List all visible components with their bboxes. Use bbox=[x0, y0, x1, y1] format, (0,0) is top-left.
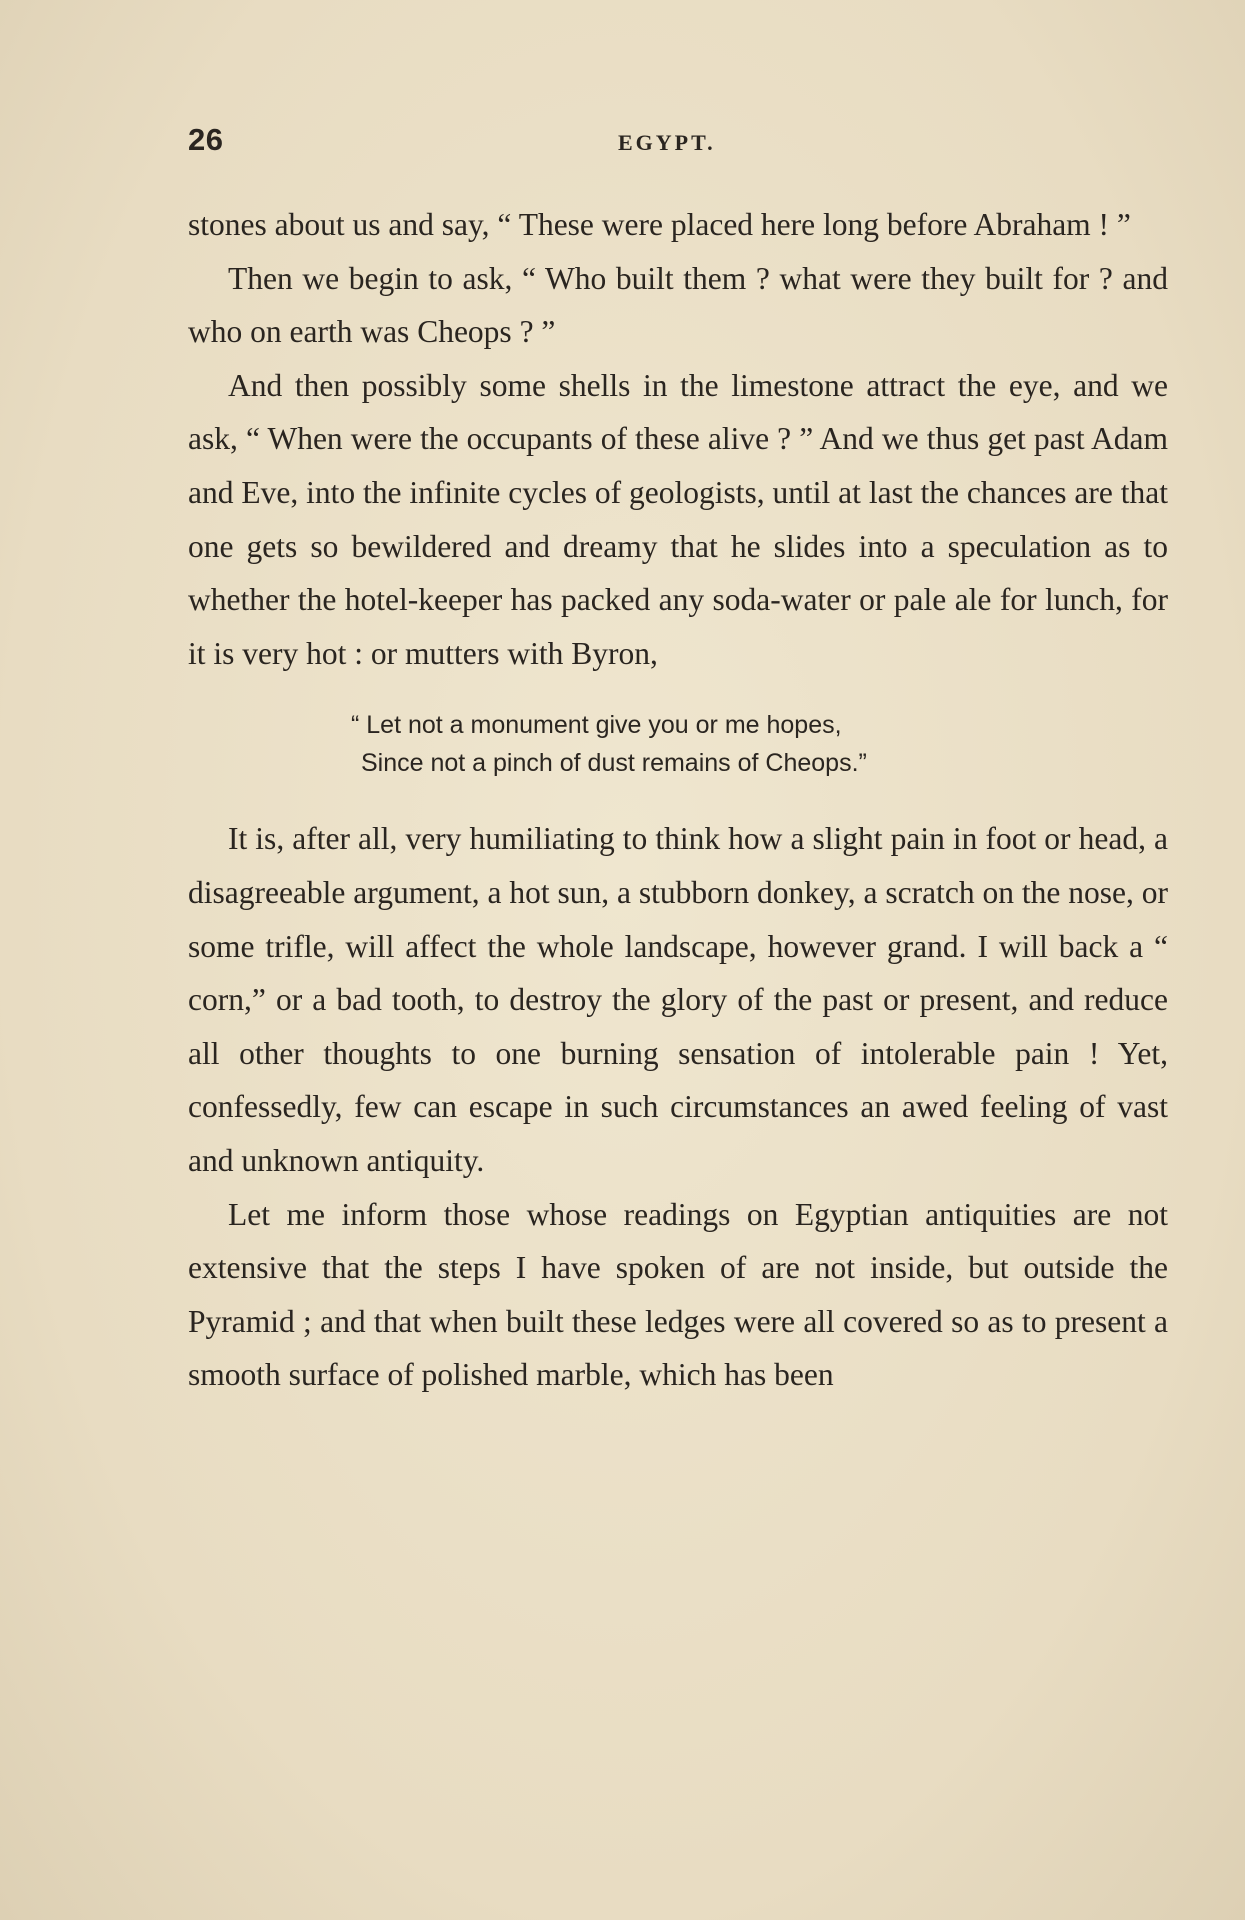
body-text bbox=[188, 198, 1168, 1402]
verse-quotation bbox=[188, 706, 1168, 782]
paragraph-continuation: stones about us and say, “ These were placed here long before Abraham ! ” bbox=[188, 207, 1131, 242]
quote-line: Since not a pinch of dust remains of Cheops.” bbox=[361, 749, 867, 778]
running-head bbox=[188, 122, 1168, 162]
quote-line: “ Let not a monument give you or me hopes, bbox=[351, 711, 842, 740]
paragraph: And then possibly some shells in the limestone attract the eye, and we ask, “ When were the occupants of these alive ? ” And we thus get past Adam and Eve, into the infinite cycles of geologists, until at last the chances are that one gets so bewildered and dreamy that he slides into a speculation as to whether the hotel-keeper has packed any soda-water or pale ale for lunch, for it is very hot : or mutters with Byron, bbox=[188, 367, 1168, 671]
paragraph: Then we begin to ask, “ Who built them ? what were they built for ? and who on earth was Cheops ? ” bbox=[188, 260, 1168, 350]
paragraph: It is, after all, very humiliating to think how a slight pain in foot or head, a disagreeable argument, a hot sun, a stubborn donkey, a scratch on the nose, or some trifle, will affect the whole landscape, however grand. I will back a “ corn,” or a bad tooth, to destroy the glory of the past or present, and reduce all other thoughts to one burning sensation of intolerable pain ! Yet, confessedly, few can escape in such circumstances an awed feeling of vast and unknown antiquity. bbox=[188, 821, 1168, 1178]
running-title: EGYPT. bbox=[618, 130, 716, 155]
paragraph: Let me inform those whose readings on Egyptian antiquities are not extensive that the steps I have spoken of are not inside, but outside the Pyramid ; and that when built these ledges were all covered so as to present a smooth surface of polished marble, which has been bbox=[188, 1196, 1168, 1393]
page-number: 26 bbox=[188, 122, 224, 157]
